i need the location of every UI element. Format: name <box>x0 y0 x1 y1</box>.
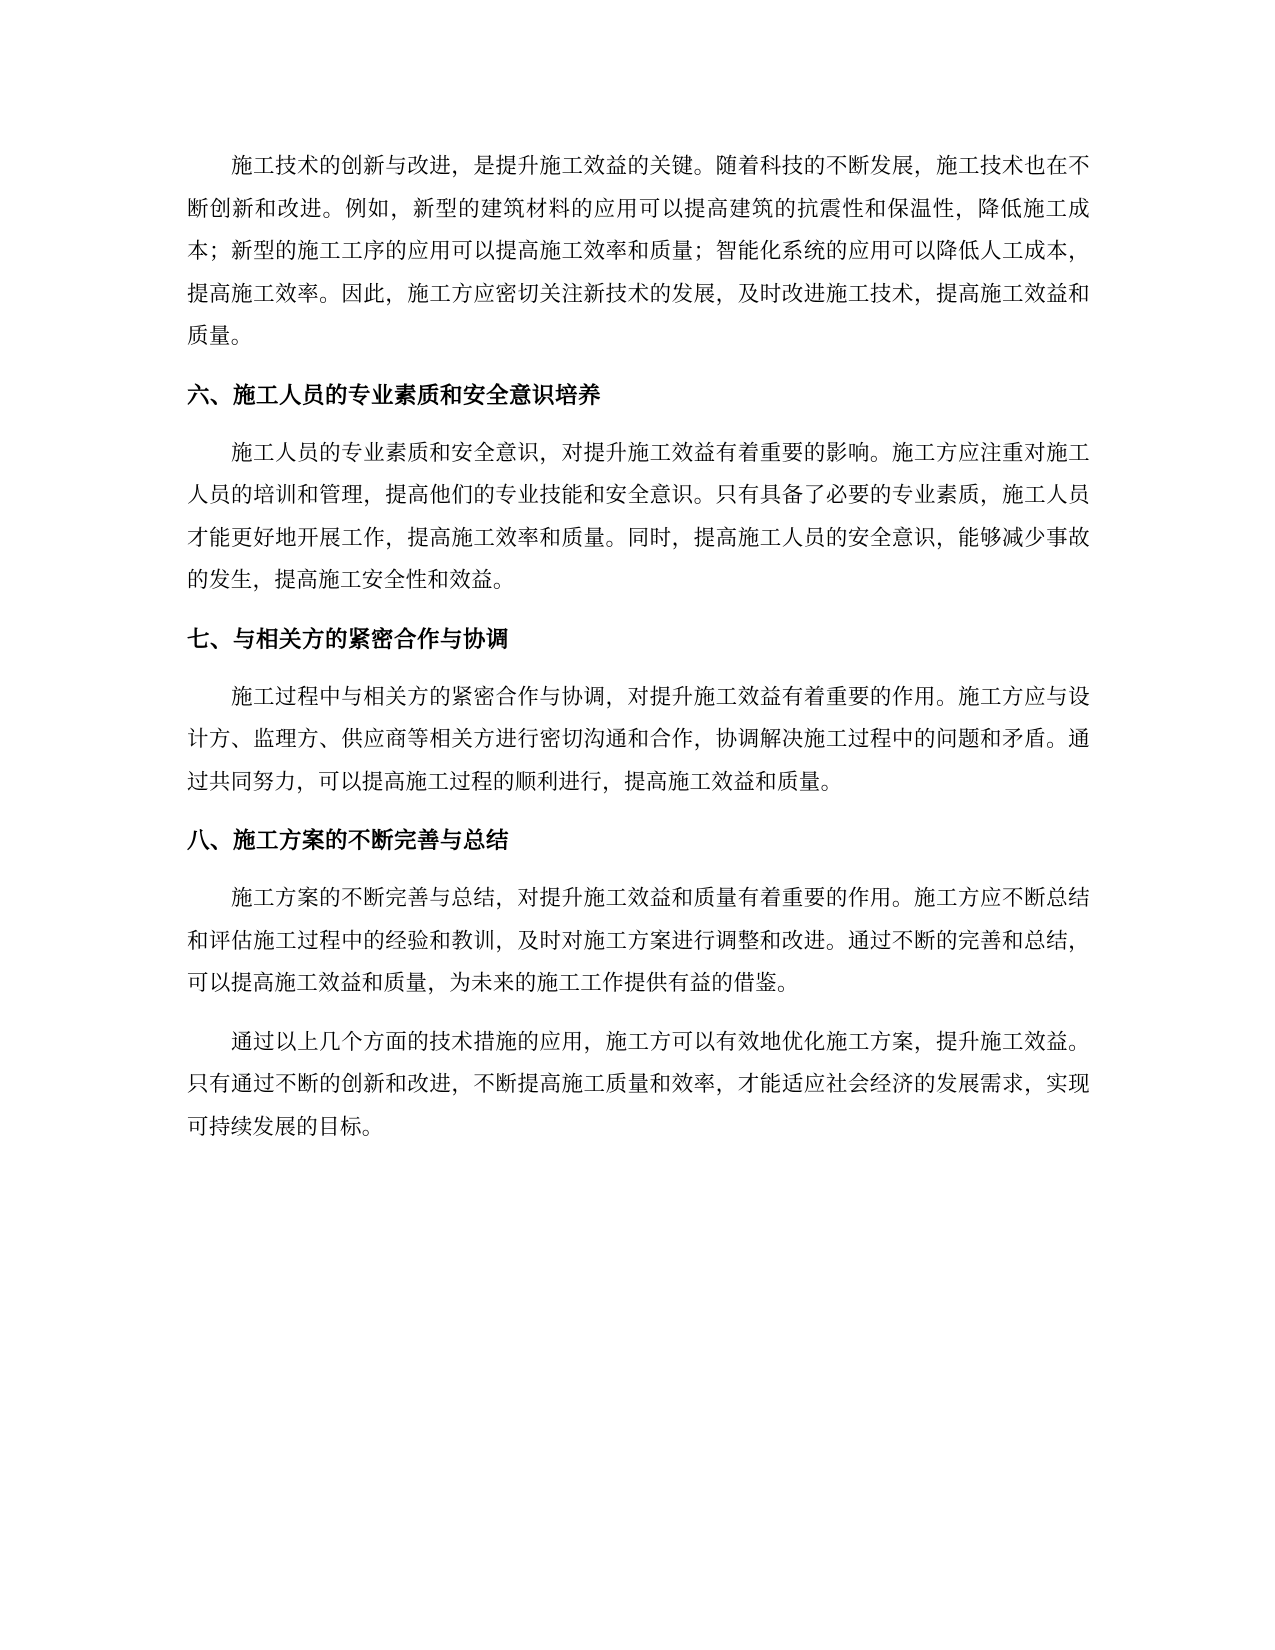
section-heading-6: 六、施工人员的专业素质和安全意识培养 <box>187 382 602 409</box>
paragraph-personnel-quality: 施工人员的专业素质和安全意识，对提升施工效益有着重要的影响。施工方应注重对施工人员的培训和管理，提高他们的专业技能和安全意识。只有具备了必要的专业素质，施工人员才能更好地开展工作，提高施工效率和质量。同时，提高施工人员的安全意识，能够减少事故的发生，提高施工安全性和效益。 <box>187 440 1090 593</box>
document-body <box>187 146 1090 1149</box>
paragraph-cooperation: 施工过程中与相关方的紧密合作与协调，对提升施工效益有着重要的作用。施工方应与设计方、监理方、供应商等相关方进行密切沟通和合作，协调解决施工过程中的问题和矛盾。通过共同努力，可以提高施工过程的顺利进行，提高施工效益和质量。 <box>187 684 1090 795</box>
paragraph-plan-improvement: 施工方案的不断完善与总结，对提升施工效益和质量有着重要的作用。施工方应不断总结和评估施工过程中的经验和教训，及时对施工方案进行调整和改进。通过不断的完善和总结，可以提高施工效益和质量，为未来的施工工作提供有益的借鉴。 <box>187 886 1090 996</box>
section-heading-7: 七、与相关方的紧密合作与协调 <box>187 626 510 653</box>
paragraph-technology-innovation: 施工技术的创新与改进，是提升施工效益的关键。随着科技的不断发展，施工技术也在不断创新和改进。例如，新型的建筑材料的应用可以提高建筑的抗震性和保温性，降低施工成本；新型的施工工序的应用可以提高施工效率和质量；智能化系统的应用可以降低人工成本，提高施工效率。因此，施工方应密切关注新技术的发展，及时改进施工技术，提高施工效益和质量。 <box>187 154 1090 349</box>
section-heading-8: 八、施工方案的不断完善与总结 <box>187 828 510 854</box>
paragraph-conclusion: 通过以上几个方面的技术措施的应用，施工方可以有效地优化施工方案，提升施工效益。只有通过不断的创新和改进，不断提高施工质量和效率，才能适应社会经济的发展需求，实现可持续发展的目标。 <box>187 1029 1090 1140</box>
